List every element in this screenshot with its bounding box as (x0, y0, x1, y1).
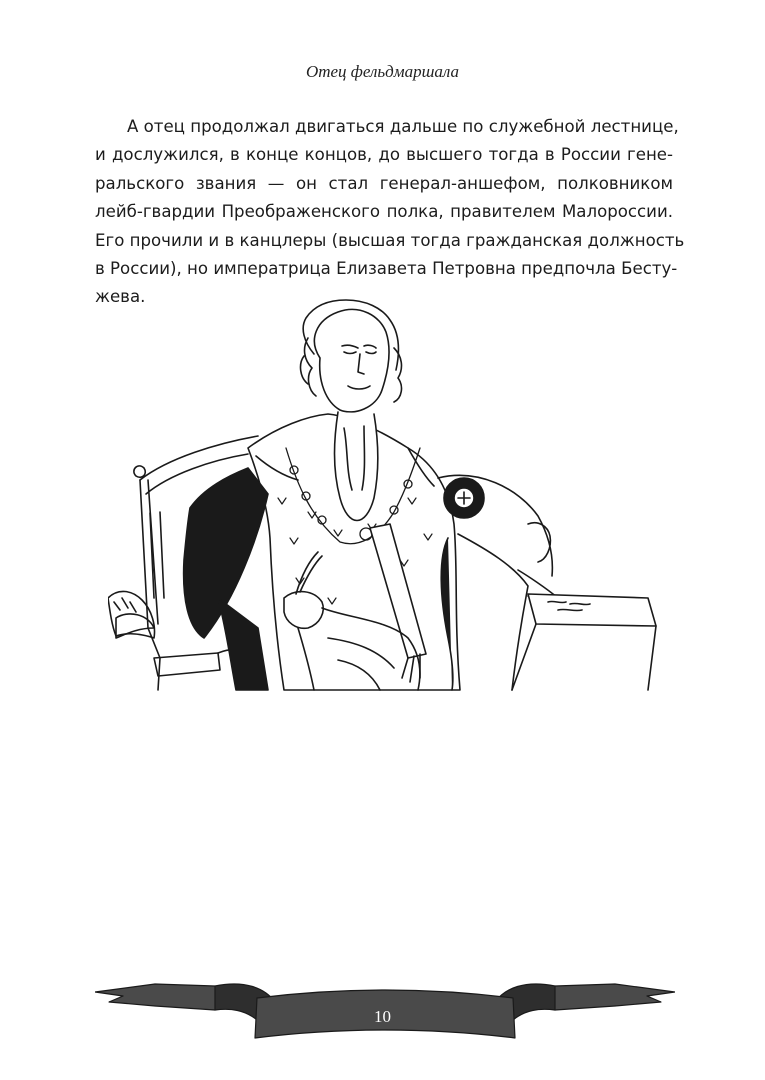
paragraph-line: лейб-гвардии Преображенского полка, правителем Малороссии. (95, 202, 673, 222)
paragraph-line: Его прочили и в канцлеры (высшая тогда гражданская должность (95, 230, 685, 250)
paragraph-line: в России), но императрица Елизавета Петровна предпочла Бесту- (95, 259, 678, 279)
lace-jabot (335, 412, 378, 521)
body-paragraph (95, 113, 685, 312)
portrait-illustration (108, 298, 688, 703)
paragraph-line: и дослужился, в конце концов, до высшего тогда в России гене- (95, 145, 673, 165)
paragraph-line: А отец продолжал двигаться дальше по служебной лестнице, (127, 117, 679, 136)
figure-head (301, 300, 402, 412)
paragraph-line: жева. (95, 287, 146, 307)
order-sash (370, 524, 426, 658)
footer-ribbon (95, 962, 675, 1050)
hand-with-quill (284, 552, 323, 690)
table-surface (528, 594, 656, 626)
running-head: Отец фельдмаршала (305, 62, 460, 81)
page-number: 10 (374, 1007, 391, 1026)
paragraph-line: ральского звания — он стал генерал-аншефом, полковником (95, 173, 673, 193)
order-star (444, 478, 484, 518)
